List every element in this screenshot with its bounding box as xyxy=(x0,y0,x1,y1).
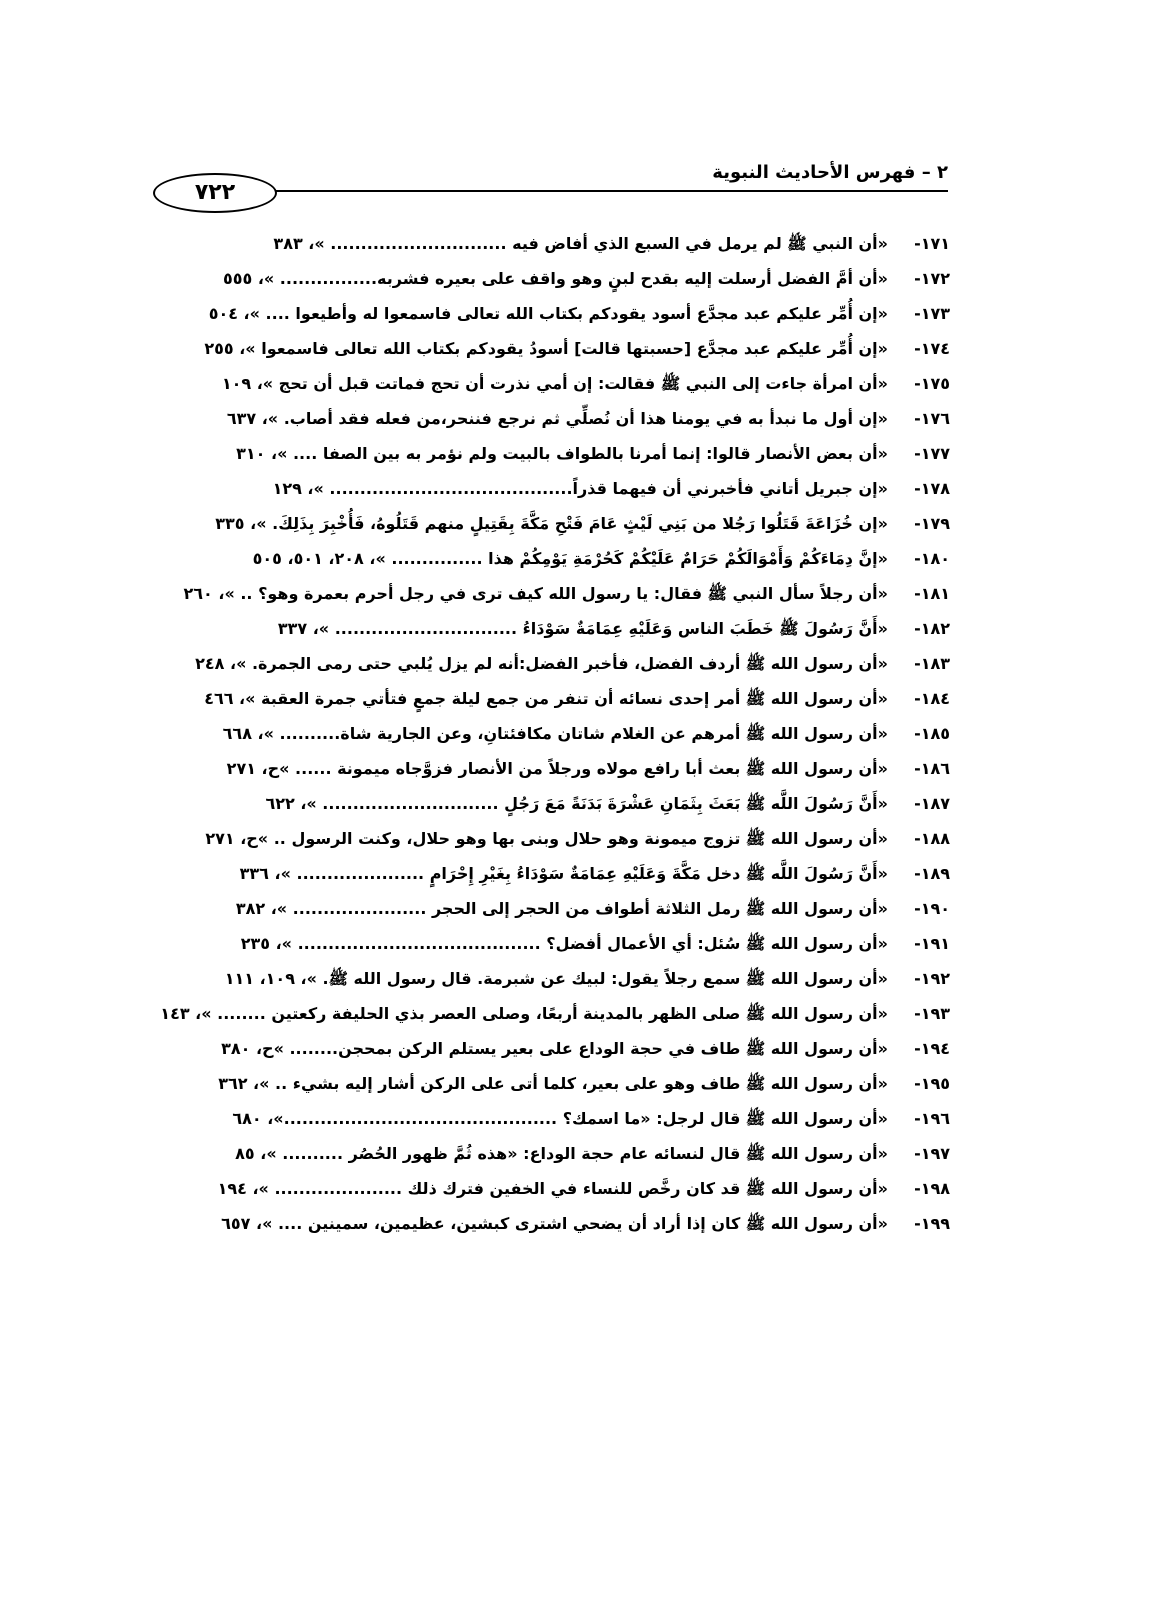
entry-text: «إنَّ دِمَاءَكُمْ وَأَمْوَالَكُمْ حَرَامٌ عَلَيْكُمْ كَحُرْمَةِ يَوْمِكُمْ هذا ............... »، ٢٠٨، ٥٠١، ٥٠٥ xyxy=(252,549,888,568)
index-entry xyxy=(188,646,950,681)
entry-text: «أن رسول الله ﷺ سمع رجلاً يقول: لبيك عن شبرمة. قال رسول الله ﷺ. »، ١٠٩، ١١١ xyxy=(224,969,888,988)
index-entry xyxy=(188,891,950,926)
entry-text: «أن رسول الله ﷺ رمل الثلاثة أطواف من الحجر إلى الحجر ...................... »، ٣٨٢ xyxy=(235,899,888,918)
header-title: ٢ – فهرس الأحاديث النبوية xyxy=(712,162,948,183)
entry-text: «أن رسول الله ﷺ كان إذا أراد أن يضحي اشترى كبشين، عظيمين، سمينين .... »، ٦٥٧ xyxy=(221,1214,888,1233)
entry-text: «أن بعض الأنصار قالوا: إنما أمرنا بالطواف بالبيت ولم نؤمر به بين الصفا .... »، ٣١٠ xyxy=(236,444,888,463)
index-entry xyxy=(188,926,950,961)
entry-number: ١٩٥- xyxy=(914,1074,950,1093)
entry-number: ١٧٢- xyxy=(914,269,950,288)
index-entry xyxy=(188,226,950,261)
index-entry xyxy=(188,1031,950,1066)
entry-text: «أن رسول الله ﷺ أمر إحدى نسائه أن تنفر من جمع ليلة جمعٍ فتأتي جمرة العقبة »، ٤٦٦ xyxy=(204,689,888,708)
entry-number: ١٧٤- xyxy=(914,339,950,358)
entry-text: «أَنَّ رَسُولَ اللَّه ﷺ بَعَثَ بِثَمَانِ عَشْرَةَ بَدَنَةً مَعَ رَجُلٍ ............................. »، ٦٢٢ xyxy=(265,794,888,813)
page-header xyxy=(168,150,948,210)
entry-number: ١٨٤- xyxy=(914,689,950,708)
index-entry xyxy=(188,716,950,751)
index-entry xyxy=(188,1066,950,1101)
entry-text: «أن رسول الله ﷺ سُئل: أي الأعمال أفضل؟ ........................................ »، ٢٣٥ xyxy=(240,934,888,953)
entry-number: ١٩٨- xyxy=(914,1179,950,1198)
entry-number: ١٨١- xyxy=(914,584,950,603)
index-entry xyxy=(188,611,950,646)
index-entry xyxy=(188,366,950,401)
entry-number: ١٩٣- xyxy=(914,1004,950,1023)
entry-number: ١٧٣- xyxy=(914,304,950,323)
index-entry xyxy=(183,576,950,611)
index-entry xyxy=(188,786,950,821)
hadith-index-list xyxy=(160,226,950,1241)
entry-text: «أن رسول الله ﷺ صلى الظهر بالمدينة أربعًا، وصلى العصر بذي الحليفة ركعتين ........ »، ١٤٣ xyxy=(160,1004,888,1023)
index-entry xyxy=(188,331,950,366)
entry-text: «إن أُمِّر عليكم عبد مجدَّع [حسبتها قالت] أسودُ يقودكم بكتاب الله تعالى فاسمعوا »، ٢٥٥ xyxy=(204,339,888,358)
entry-number: ١٨٣- xyxy=(914,654,950,673)
index-entry xyxy=(188,751,950,786)
entry-text: «إن جبريل أتاني فأخبرني أن فيهما قذراً........................................ »، ١٢٩ xyxy=(272,479,888,498)
entry-text: «أن امرأة جاءت إلى النبي ﷺ فقالت: إن أمي نذرت أن تحج فماتت قبل أن تحج »، ١٠٩ xyxy=(221,374,888,393)
index-entry xyxy=(160,996,950,1031)
entry-number: ١٩١- xyxy=(914,934,950,953)
index-entry xyxy=(188,506,950,541)
entry-text: «أن رسول الله ﷺ بعث أبا رافع مولاه ورجلاً من الأنصار فزوَّجاه ميمونة ...... »ح، ٢٧١ xyxy=(226,759,888,778)
entry-text: «إن أُمِّر عليكم عبد مجدَّع أسود يقودكم بكتاب الله تعالى فاسمعوا له وأطيعوا .... »، ٥٠٤ xyxy=(208,304,888,323)
entry-number: ١٩٧- xyxy=(914,1144,950,1163)
entry-number: ١٨٢- xyxy=(914,619,950,638)
entry-number: ١٧٩- xyxy=(914,514,950,533)
entry-text: «أَنَّ رَسُولَ ﷺ خَطَبَ الناس وَعَلَيْهِ عِمَامَةٌ سَوْدَاءُ .............................. »، ٣٣٧ xyxy=(277,619,888,638)
entry-number: ١٩٢- xyxy=(914,969,950,988)
index-entry xyxy=(188,681,950,716)
index-entry xyxy=(188,1206,950,1241)
entry-number: ١٩٩- xyxy=(914,1214,950,1233)
entry-number: ١٨٧- xyxy=(914,794,950,813)
entry-text: «أن رسول الله ﷺ قال لنسائه عام حجة الوداع: «هذه ثُمَّ ظهور الحُصُر .......... »، ٨٥ xyxy=(235,1144,888,1163)
entry-text: «أن رسول الله ﷺ تزوج ميمونة وهو حلال وبنى بها وهو حلال، وكنت الرسول .. »ح، ٢٧١ xyxy=(205,829,888,848)
index-entry xyxy=(188,961,950,996)
index-entry xyxy=(188,541,950,576)
entry-number: ١٨٨- xyxy=(914,829,950,848)
entry-text: «أن أمَّ الفضل أرسلت إليه بقدح لبنٍ وهو واقف على بعيره فشربه................ »، ٥٥٥ xyxy=(222,269,888,288)
entry-number: ١٨٥- xyxy=(914,724,950,743)
entry-text: «أن رسول الله ﷺ أمرهم عن الغلام شاتان مكافئتانِ، وعن الجارية شاة.......... »، ٦٦٨ xyxy=(222,724,888,743)
entry-text: «أن رجلاً سأل النبي ﷺ فقال: يا رسول الله كيف ترى في رجل أحرم بعمرة وهو؟ .. »، ٢٦٠ xyxy=(183,584,888,603)
entry-number: ١٧٦- xyxy=(914,409,950,428)
entry-number: ١٧٧- xyxy=(914,444,950,463)
index-entry xyxy=(188,856,950,891)
index-entry xyxy=(188,471,950,506)
index-entry xyxy=(188,436,950,471)
entry-number: ١٨٠- xyxy=(914,549,950,568)
entry-number: ١٧١- xyxy=(914,234,950,253)
index-entry xyxy=(188,261,950,296)
entry-number: ١٩٤- xyxy=(914,1039,950,1058)
entry-text: «أن رسول الله ﷺ قد كان رخَّص للنساء في الخفين فترك ذلك ..................... »، ١٩٤ xyxy=(217,1179,888,1198)
index-entry xyxy=(188,1101,950,1136)
index-entry xyxy=(188,1171,950,1206)
entry-text: «إن خُزَاعَةَ قَتَلُوا رَجُلا من بَنِي لَيْثٍ عَامَ فَتْحِ مَكَّةَ بِقَتِيلٍ منهم قَتَلُوهُ، فَأُخْبِرَ بِذَلِكَ. »، ٣٣٥ xyxy=(215,514,888,533)
entry-number: ١٧٨- xyxy=(914,479,950,498)
entry-number: ١٩٦- xyxy=(914,1109,950,1128)
entry-number: ١٩٠- xyxy=(914,899,950,918)
entry-text: «أن رسول الله ﷺ طاف في حجة الوداع على بعير يستلم الركن بمحجن........ »ح، ٣٨٠ xyxy=(221,1039,888,1058)
index-entry xyxy=(188,296,950,331)
entry-text: «أن النبي ﷺ لم يرمل في السبع الذي أفاض فيه ............................. »، ٣٨٣ xyxy=(273,234,888,253)
header-rule xyxy=(168,190,948,192)
page-number: ٧٢٢ xyxy=(153,173,277,213)
index-entry xyxy=(188,821,950,856)
entry-text: «أن رسول الله ﷺ طاف وهو على بعير، كلما أتى على الركن أشار إليه بشيء .. »، ٣٦٢ xyxy=(218,1074,888,1093)
entry-number: ١٨٦- xyxy=(914,759,950,778)
entry-text: «أَنَّ رَسُولَ اللَّه ﷺ دخل مَكَّةَ وَعَلَيْهِ عِمَامَةٌ سَوْدَاءُ بِغَيْرِ إِحْرَامٍ ..................... »، ٣٣٦ xyxy=(239,864,888,883)
entry-text: «أن رسول الله ﷺ أردف الفضل، فأخبر الفضل:أنه لم يزل يُلبي حتى رمى الجمرة. »، ٢٤٨ xyxy=(195,654,888,673)
entry-number: ١٧٥- xyxy=(914,374,950,393)
index-entry xyxy=(188,401,950,436)
entry-text: «إن أول ما نبدأ به في يومنا هذا أن نُصلِّي ثم نرجع فننحر،من فعله فقد أصاب. »، ٦٣٧ xyxy=(226,409,888,428)
index-entry xyxy=(188,1136,950,1171)
entry-number: ١٨٩- xyxy=(914,864,950,883)
entry-text: «أن رسول الله ﷺ قال لرجل: «ما اسمك؟ .............................................»، ٦٨٠ xyxy=(232,1109,888,1128)
